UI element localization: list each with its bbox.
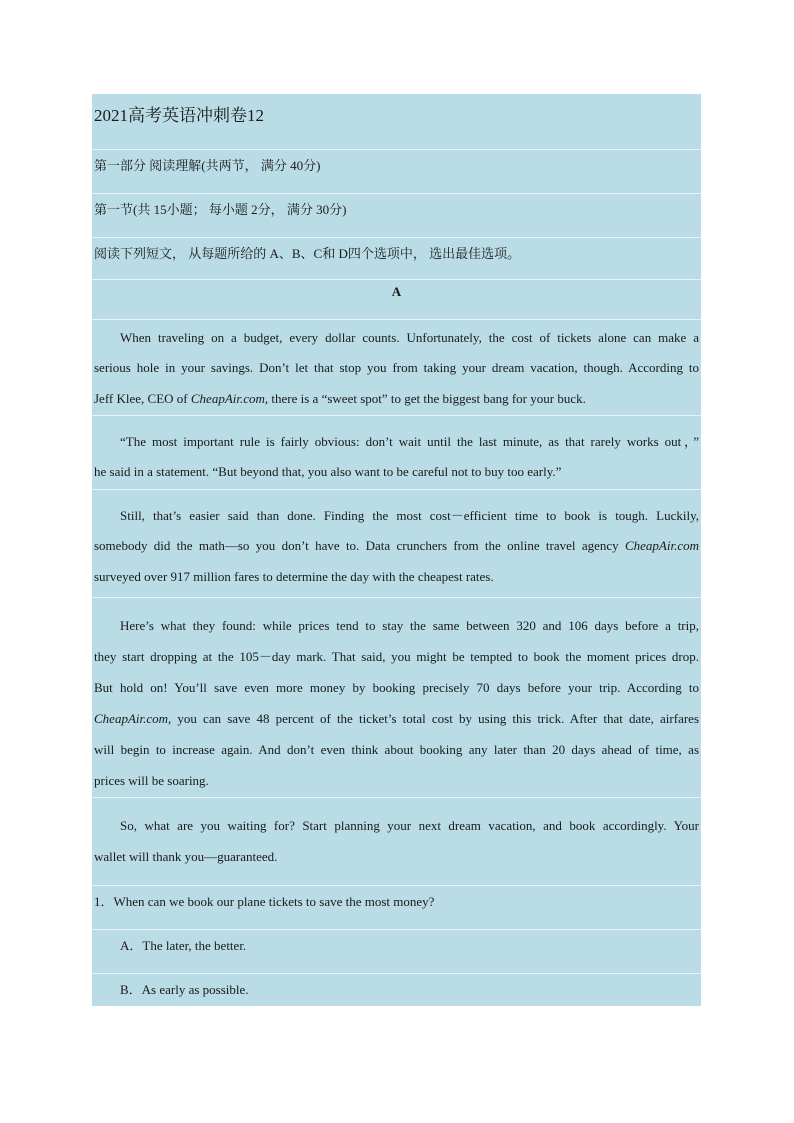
p1-line-1: When traveling on a budget, every dollar counts. Unfortunately, the cost of tickets alone can make a <box>120 330 699 345</box>
p1-line-2: serious hole in your savings. Don’t let that stop you from taking your dream vacation, though. According to <box>94 360 699 375</box>
question-1-row <box>92 886 701 930</box>
p2-line-1: “The most important rule is fairly obvious: don’t wait until the last minute, as that rarely works out，” <box>120 434 699 449</box>
passage-label: A <box>391 284 402 299</box>
instruction-text: 阅读下列短文， 从每题所给的 A、B、C和 D四个选项中， 选出最佳选项。 <box>94 246 521 261</box>
cheapair-link-3: CheapAir.com, <box>94 711 172 726</box>
p5-line-1: So, what are you waiting for? Start planning your next dream vacation, and book accordingly. Your <box>120 818 699 833</box>
section-heading: 第一节(共 15小题； 每小题 2分， 满分 30分) <box>94 202 347 217</box>
p2-line-2: he said in a statement. “But beyond that, you also want to be careful not to buy too early.” <box>94 464 562 479</box>
p4-line-5: will begin to increase again. And don’t even think about booking any later than 20 days ahead of time, as <box>94 742 699 757</box>
cheapair-link-1: CheapAir.com, <box>190 391 269 406</box>
paragraph-1 <box>92 320 701 416</box>
passage-label-row <box>92 280 701 320</box>
paragraph-2 <box>92 416 701 490</box>
p4-line-6: prices will be soaring. <box>94 773 209 788</box>
p4-line-1: Here’s what they found: while prices tend to stay the same between 320 and 106 days before a trip, <box>120 618 699 633</box>
p4-line-4: CheapAir.com, you can save 48 percent of the ticket’s total cost by using this trick. After that date, airfares <box>94 711 700 726</box>
p1-line-3: Jeff Klee, CEO of CheapAir.com, there is a “sweet spot” to get the biggest bang for your buck. <box>94 391 586 406</box>
p5-line-2: wallet will thank you—guaranteed. <box>94 849 278 864</box>
cheapair-link-2: CheapAir.com <box>624 538 700 553</box>
instruction-row <box>92 238 701 280</box>
part-row <box>92 150 701 194</box>
section-row <box>92 194 701 238</box>
p4-line-3: But hold on! You’ll save even more money by booking precisely 70 days before your trip. According to <box>94 680 699 695</box>
paragraph-4 <box>92 598 701 798</box>
question-1-option-a[interactable]: A．The later, the better. <box>120 938 247 953</box>
p4-line-2: they start dropping at the 105－day mark. That said, you might be tempted to book the moment prices drop. <box>94 649 699 664</box>
p3-line-3: surveyed over 917 million fares to determine the day with the cheapest rates. <box>94 569 494 584</box>
part-heading: 第一部分 阅读理解(共两节， 满分 40分) <box>94 158 321 173</box>
p3-line-1: Still, that’s easier said than done. Finding the most cost－efficient time to book is tough. Luckily, <box>120 508 699 523</box>
question-1-option-a-row <box>92 930 701 974</box>
p3-line-2: somebody did the math—so you don’t have to. Data crunchers from the online travel agency CheapAir.com <box>94 538 700 553</box>
paragraph-3 <box>92 490 701 598</box>
paragraph-5 <box>92 798 701 886</box>
doc-title: 2021高考英语冲刺卷12 <box>94 106 264 125</box>
question-1-stem: 1．When can we book our plane tickets to save the most money? <box>94 894 435 909</box>
question-1-option-b-row <box>92 974 701 1006</box>
title-row <box>92 94 701 150</box>
question-1-option-b[interactable]: B．As early as possible. <box>120 982 249 997</box>
document-page <box>92 94 701 1006</box>
